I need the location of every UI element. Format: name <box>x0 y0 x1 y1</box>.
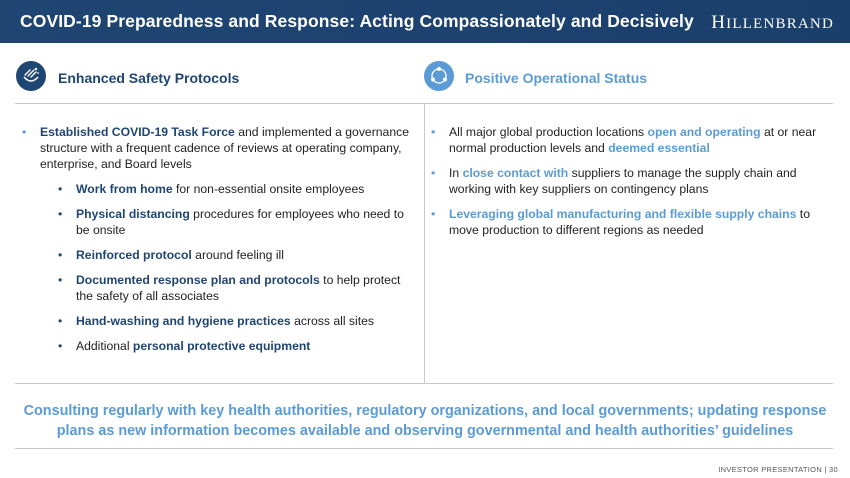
section-title-safety: Enhanced Safety Protocols <box>58 70 240 86</box>
bullet-icon: • <box>431 207 436 221</box>
footer-message: Consulting regularly with key health authorities, regulatory organizations, and local governments; updating response plans as new information becomes available and observing governmental and health authorities’ guidelines <box>23 403 827 439</box>
bullet-icon: • <box>58 207 63 221</box>
bullet-icon: • <box>58 273 63 287</box>
header-bar <box>0 0 850 43</box>
list-item: • Leveraging global manufacturing and flexible supply chains to move production to different regions as needed <box>431 207 810 237</box>
hand-washing-icon <box>16 61 46 91</box>
safety-protocols-list <box>22 124 420 363</box>
bullet-icon: • <box>58 182 63 196</box>
section-title-operational: Positive Operational Status <box>465 70 648 86</box>
page-title: COVID-19 Preparedness and Response: Acting Compassionately and Decisively <box>20 11 694 31</box>
list-item: • Physical distancing procedures for employees who need to be onsite <box>58 207 404 237</box>
page-footer: INVESTOR PRESENTATION | 30 <box>718 465 838 474</box>
list-item: • Additional personal protective equipment <box>58 339 311 353</box>
column-divider <box>424 103 425 383</box>
cycle-icon <box>424 61 454 91</box>
list-item: • All major global production locations open and operating at or near normal production levels and deemed essential <box>431 125 817 155</box>
bullet-icon: • <box>58 339 63 353</box>
bullet-icon: • <box>431 166 436 180</box>
divider-bottom <box>15 448 833 449</box>
list-item: • Hand-washing and hygiene practices across all sites <box>58 314 374 328</box>
bullet-icon: • <box>58 314 63 328</box>
list-item: • Documented response plan and protocols to help protect the safety of all associates <box>58 273 401 303</box>
operational-status-list <box>431 124 833 247</box>
hillenbrand-logo: HILLENBRAND <box>711 12 834 33</box>
list-item: • Established COVID-19 Task Force and implemented a governance structure with a frequent cadence of reviews at operating company, enterprise, and Board levels <box>22 125 409 171</box>
bullet-icon: • <box>431 125 436 139</box>
list-item: • Reinforced protocol around feeling ill <box>58 248 284 262</box>
divider-middle <box>15 383 833 384</box>
bullet-icon: • <box>22 125 27 139</box>
bullet-icon: • <box>58 248 63 262</box>
list-item: • Work from home for non-essential onsite employees <box>58 182 365 196</box>
list-item: • In close contact with suppliers to manage the supply chain and working with key suppliers on contingency plans <box>431 166 797 196</box>
